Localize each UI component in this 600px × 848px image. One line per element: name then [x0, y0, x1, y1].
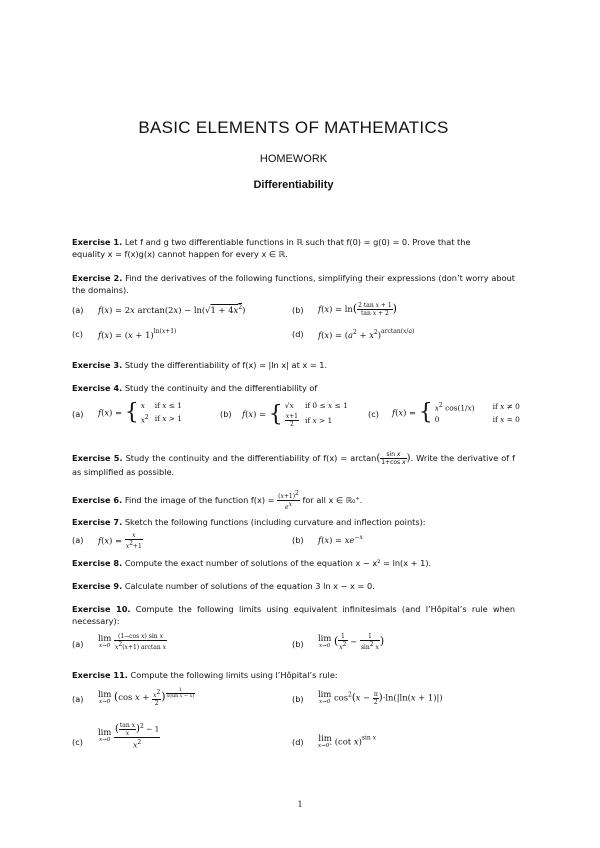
item-label: (b) — [292, 694, 304, 704]
item-label: (a) — [72, 305, 84, 315]
formula-2b: f(x) = ln( $\frac{\text{2 tan x + 1}}{\text{tan x + 2}}$ ) — [318, 302, 397, 317]
formula-2c: $f(x) = (x + 1)^{ln(x+1)}$ — [98, 328, 177, 340]
formula-11a: lim x→0 (cos x + $\frac{x^2}{2}$ ) $^{\frac{1}{\text{x(sin x − x)}}}$ — [98, 688, 195, 707]
exercise-label: Exercise 1. — [72, 237, 123, 247]
exercise-text: Sketch the following functions (including curvature and inflection points): — [124, 517, 426, 527]
exercise-text: Compute the following limits using l’Hôpital’s rule: — [130, 670, 338, 680]
exercise-label: Exercise 8. — [72, 558, 123, 568]
exercise-text: . Write the derivative of f as simplified as possible. — [72, 453, 515, 477]
exercise-10 — [72, 603, 515, 627]
item-label: (d) — [292, 329, 304, 339]
exercise-1 — [72, 236, 515, 260]
item-label: (c) — [72, 737, 83, 747]
exercise-label: Exercise 7. — [72, 517, 123, 527]
exercise-2 — [72, 272, 515, 296]
exercise-label: Exercise 4. — [72, 383, 123, 393]
exercise-9 — [72, 580, 515, 592]
exercise-label: Exercise 11. — [72, 670, 128, 680]
formula-11b: lim x→0 $\cos^2(x$ − $\frac{\pi}{2}$ )·ln(|ln(x + 1)|) — [318, 689, 443, 706]
exercise-text: Study the continuity and the differentiability of f(x) = arctan — [125, 453, 377, 463]
exercise-text: Find the derivatives of the following functions, simplifying their expressions (don’t worry about the domains). — [72, 273, 515, 295]
item-label: (b) — [292, 535, 304, 545]
formula-11d: lim x→0⁺ (cot x)$^{sin x}$ — [318, 733, 377, 749]
item-label: (b) — [292, 639, 304, 649]
exercise-label: Exercise 3. — [72, 360, 123, 370]
exercise-label: Exercise 9. — [72, 581, 123, 591]
exercise-8 — [72, 557, 515, 569]
page-number: 1 — [297, 800, 303, 809]
document-subtitle: HOMEWORK — [259, 153, 328, 165]
item-label: (c) — [368, 409, 379, 419]
exercise-7 — [72, 516, 515, 528]
exercise-text: Compute the exact number of solutions of the equation x − x² = ln(x + 1). — [124, 558, 432, 568]
exercise-6: Exercise 6. Find the image of the function f(x) = $\frac{(x+1)^2}{e^x}$ for all x ∈ ℝ₀⁺. — [72, 490, 363, 511]
formula-11c: lim x→0 ( $\frac{\text{tan x}}{x}$ )$^2$ − 1 $x^2$ — [98, 722, 160, 750]
item-label: (b) — [292, 305, 304, 315]
exercise-label: Exercise 5. — [72, 453, 123, 463]
formula-7a: f(x) = $\frac{x}{x^2+1}$ — [98, 532, 142, 550]
exercise-11 — [72, 669, 515, 681]
exercise-label: Exercise 10. — [72, 604, 131, 614]
item-label: (d) — [292, 737, 304, 747]
exercise-5: Exercise 5. Study the continuity and the differentiability of f(x) = arctan( $\frac{\text{sin x}}{\text{1+cos x}}$ ). Write the derivative of f as simplified as possible. — [72, 451, 515, 477]
item-label: (a) — [72, 409, 84, 419]
exercise-label: Exercise 6. — [72, 495, 123, 505]
formula-2d: $f(x) = (a^2 + x^2)^{arctan(x/a)}$ — [318, 328, 415, 340]
formula-4b: f(x) = { √x if 0 ≤ x ≤ 1 $\frac{x+1}{2}$ if x > 1 — [242, 401, 348, 428]
item-label: (a) — [72, 639, 84, 649]
exercise-text: equality x = f(x)g(x) cannot happen for every x ∈ ℝ. — [72, 249, 288, 259]
exercise-3 — [72, 359, 515, 371]
exercise-text: Calculate number of solutions of the equation 3 ln x − x = 0. — [124, 581, 375, 591]
item-label: (a) — [72, 694, 84, 704]
formula-4c: f(x) = { $x^2$ cos(1/x) if x ≠ 0 0 if x = 0 — [392, 400, 520, 426]
item-label: (c) — [72, 329, 83, 339]
formula-10b: lim x→0 ( $\frac{1}{x^2}$ − $\frac{1}{\sin^2 x}$ ) — [318, 633, 385, 651]
item-label: (b) — [220, 409, 232, 419]
exercise-text: Find the image of the function f(x) = — [124, 495, 275, 505]
section-title: Differentiability — [253, 179, 334, 191]
document-title: BASIC ELEMENTS OF MATHEMATICS — [138, 118, 449, 137]
formula-2a: f(x) = 2x $\arctan(2x) - \ln(√1 + 4x^2)$ — [98, 304, 246, 315]
exercise-4 — [72, 382, 515, 394]
exercise-text: Let f and g two differentiable functions in ℝ such that f(0) = g(0) = 0. Prove that the — [124, 237, 471, 247]
exercise-text: for all x ∈ ℝ₀⁺. — [302, 495, 363, 505]
item-label: (a) — [72, 535, 84, 545]
formula-10a: lim x→0 $\frac{\text{(1−cos x) sin x}}{x^2(x+1) \arctan x}$ — [98, 633, 166, 651]
exercise-text: Compute the following limits using equivalent infinitesimals (and l’Hôpital’s rule when necessary): — [72, 604, 516, 626]
exercise-text: Study the continuity and the differentiability of — [124, 383, 318, 393]
exercise-text: Study the differentiability of f(x) = |ln x| at x = 1. — [124, 360, 328, 370]
formula-4a: f(x) = { x if x ≤ 1 $x^2$ if x > 1 — [98, 400, 182, 426]
exercise-label: Exercise 2. — [72, 273, 123, 283]
formula-7b: $f(x) = xe^{-x}$ — [318, 534, 363, 545]
